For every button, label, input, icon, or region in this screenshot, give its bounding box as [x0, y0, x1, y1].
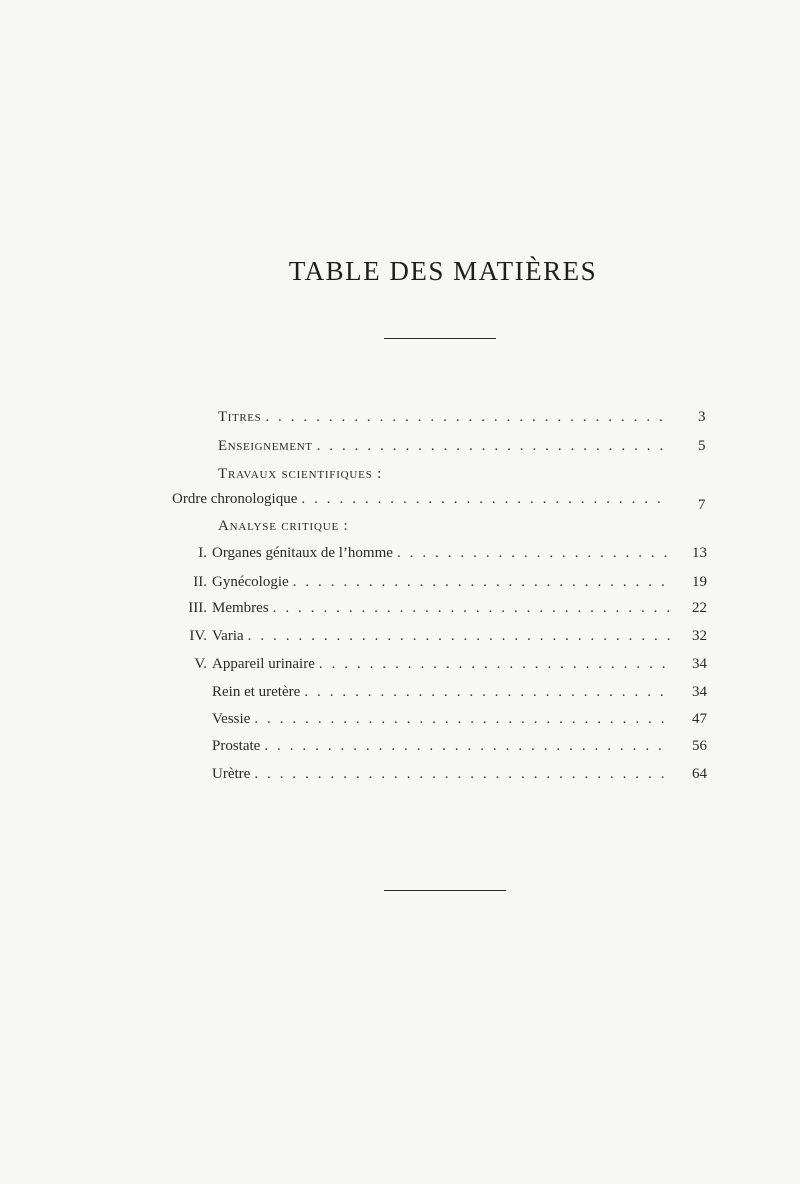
top-divider — [384, 338, 496, 339]
toc-entry-rein-uretere — [212, 684, 707, 706]
toc-page: 47 — [692, 711, 707, 727]
toc-label: Appareil urinaire — [212, 656, 315, 672]
toc-entry-enseignement — [218, 438, 706, 460]
toc-page: 64 — [692, 766, 707, 782]
toc-label: Varia — [212, 628, 244, 644]
toc-label: Organes génitaux de l’homme — [212, 545, 393, 561]
toc-page: 34 — [692, 656, 707, 672]
toc-label: Urètre — [212, 766, 251, 782]
toc-page: 19 — [692, 574, 707, 590]
toc-entry-titres — [218, 409, 706, 431]
toc-leader — [293, 574, 670, 591]
toc-num: IV. — [189, 628, 207, 644]
section-heading-travaux: Travaux scientifiques : — [218, 466, 383, 482]
toc-label: Prostate — [212, 738, 261, 754]
toc-leader — [265, 409, 670, 426]
toc-label: Enseignement — [218, 438, 313, 454]
toc-page: 13 — [692, 545, 707, 561]
toc-entry-uretre — [212, 766, 707, 788]
toc-page: 5 — [698, 438, 706, 454]
toc-leader — [254, 711, 670, 728]
toc-entry-organes — [198, 545, 707, 567]
toc-page: 22 — [692, 600, 707, 616]
toc-num: III. — [188, 600, 207, 616]
toc-leader — [304, 684, 670, 701]
toc-label: Membres — [212, 600, 269, 616]
toc-label: Ordre chronologique — [172, 491, 298, 507]
toc-entry-appareil-urinaire — [194, 656, 707, 678]
toc-leader — [319, 656, 670, 673]
toc-entry-prostate — [212, 738, 707, 760]
toc-page: 34 — [692, 684, 707, 700]
toc-entry-vessie — [212, 711, 707, 733]
toc-page: 3 — [698, 409, 706, 425]
bottom-divider — [384, 890, 506, 891]
toc-entry-varia — [189, 628, 707, 650]
toc-page: 32 — [692, 628, 707, 644]
toc-leader — [254, 766, 670, 783]
page-title: TABLE DES MATIÈRES — [288, 256, 598, 286]
toc-label: Titres — [218, 409, 262, 425]
toc-leader — [301, 491, 670, 508]
toc-leader — [273, 600, 670, 617]
toc-entry-ordre-chronologique — [172, 491, 706, 513]
toc-page: 56 — [692, 738, 707, 754]
toc-entry-membres — [188, 600, 707, 622]
toc-label: Rein et uretère — [212, 684, 301, 700]
toc-entry-gynecologie — [193, 574, 707, 596]
toc-num: I. — [198, 545, 207, 561]
toc-num: II. — [193, 574, 207, 590]
toc-leader — [317, 438, 670, 455]
toc-leader — [264, 738, 670, 755]
toc-label: Gynécologie — [212, 574, 289, 590]
toc-num: V. — [194, 656, 207, 672]
toc-page: 7 — [698, 497, 706, 513]
section-heading-analyse: Analyse critique : — [218, 518, 349, 534]
toc-leader — [397, 545, 670, 562]
toc-label: Vessie — [212, 711, 251, 727]
toc-leader — [248, 628, 670, 645]
